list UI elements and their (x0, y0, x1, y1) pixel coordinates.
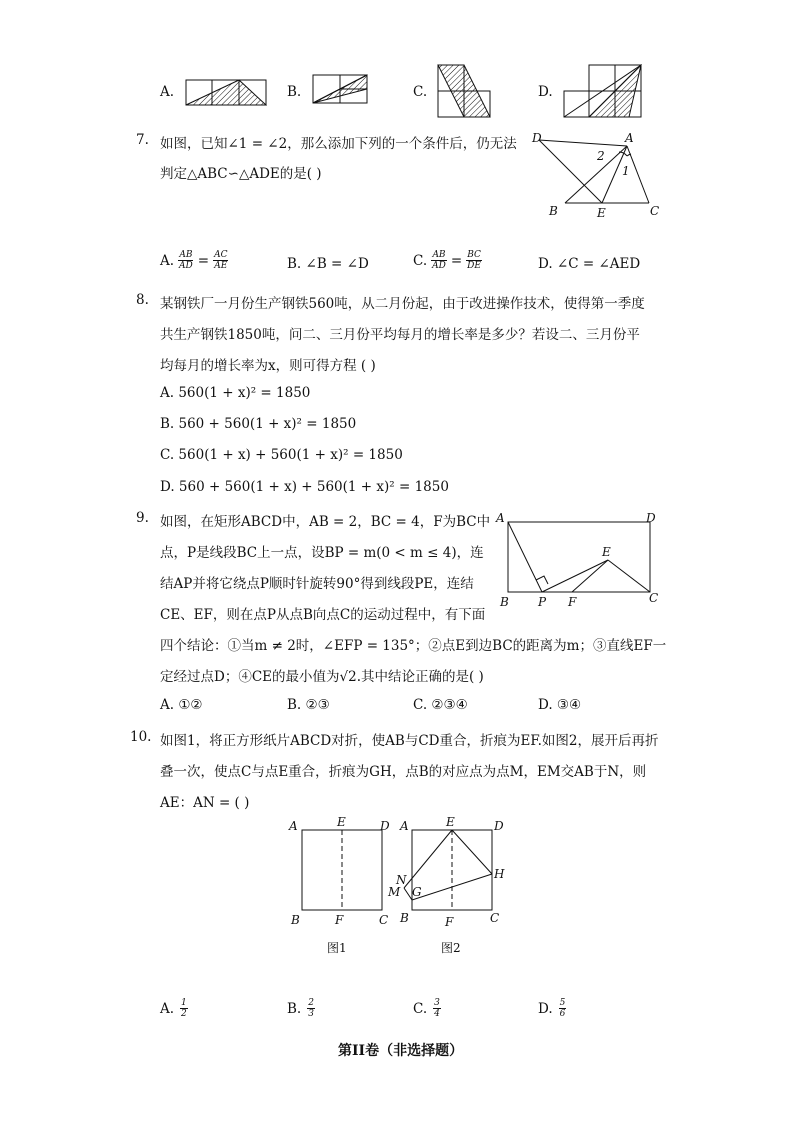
q10-option-d-frac: $\frac{5}{6}$ (559, 998, 566, 1019)
q10-figure-1 (285, 814, 395, 966)
q9-label-f: F (568, 595, 577, 609)
q7-option-c-label: C. (413, 252, 428, 269)
q6-option-d-label: D. (538, 84, 553, 100)
q10-option-b: B. $\frac{2}{3}$ (287, 998, 314, 1019)
q7-option-d: D. ∠C = ∠AED (538, 256, 641, 272)
q9-number: 9. (136, 510, 149, 526)
q7-label-b: B (549, 204, 558, 218)
q6-option-b-figure (312, 74, 370, 110)
q7-option-c-frac2: $\frac{BC}{DE}$ (467, 250, 481, 271)
q7-label-a: A (625, 131, 634, 145)
q10-line-3: AE：AN = ( ) (160, 795, 250, 811)
q10-fig1-label-e: E (337, 815, 346, 829)
q9-figure (494, 510, 664, 616)
q10-fig1-label-b: B (291, 913, 300, 927)
q6-option-b-label: B. (287, 84, 302, 100)
q7-label-c: C (650, 204, 660, 218)
q10-option-c: C. $\frac{3}{4}$ (413, 998, 440, 1019)
q10-fig2-label-c: C (490, 911, 500, 925)
q10-fig2-label-n: N (396, 873, 407, 887)
q10-fig2-label-b: B (400, 911, 409, 925)
q10-fig2-caption: 图2 (441, 941, 461, 955)
q9-option-a: A. ①② (160, 697, 203, 713)
q8-line-1: 某钢铁厂一月份生产钢铁560吨，从二月份起，由于改进操作技术，使得第一季度 (160, 296, 645, 312)
q10-option-b-frac: $\frac{2}{3}$ (308, 998, 314, 1019)
q6-option-c-label: C. (413, 84, 428, 100)
q10-fig2-label-d: D (494, 819, 504, 833)
q7-option-a-label: A. (160, 252, 175, 269)
q10-fig2-label-g: G (412, 885, 422, 899)
q6-option-c-figure (437, 64, 493, 124)
q9-label-c: C (649, 591, 659, 605)
q9-line-2: 点，P是线段BC上一点，设BP = m(0 < m ≤ 4)，连 (160, 545, 484, 561)
q10-option-d: D. $\frac{5}{6}$ (538, 998, 566, 1019)
q9-line-1: 如图，在矩形ABCD中，AB = 2，BC = 4，F为BC中 (160, 514, 491, 530)
q7-option-a-frac1: $\frac{AB}{AD}$ (179, 250, 193, 271)
q8-option-b: B. 560 + 560(1 + x)² = 1850 (160, 416, 357, 432)
q8-option-a: A. 560(1 + x)² = 1850 (160, 385, 311, 401)
q10-option-a-frac: $\frac{1}{2}$ (181, 998, 187, 1019)
q9-label-b: B (500, 595, 509, 609)
q9-line-5: 四个结论：①当m ≠ 2时，∠EFP = 135°；②点E到边BC的距离为m；③直线EF一 (160, 638, 667, 654)
q6-option-d-figure (563, 64, 643, 124)
q7-option-a-frac2: $\frac{AC}{AE}$ (214, 250, 228, 271)
q10-fig1-caption: 图1 (327, 941, 347, 955)
q10-fig2-label-e: E (446, 815, 455, 829)
q9-option-c: C. ②③④ (413, 697, 468, 713)
q6-option-a-figure (185, 79, 267, 111)
q10-number: 10. (130, 729, 152, 745)
q10-fig2-label-m: M (388, 885, 401, 899)
q7-option-b: B. ∠B = ∠D (287, 256, 369, 272)
q6-option-a-label: A. (160, 84, 175, 100)
q10-fig1-label-f: F (335, 913, 344, 927)
q7-option-c-frac1: $\frac{AB}{AD}$ (432, 250, 446, 271)
q8-number: 8. (136, 292, 149, 308)
q7-label-d: D (532, 131, 542, 145)
q9-option-d: D. ③④ (538, 697, 582, 713)
q7-line-2: 判定△ABC∽△ADE的是( ) (160, 166, 322, 182)
q10-line-1: 如图1，将正方形纸片ABCD对折，使AB与CD重合，折痕为EF.如图2，展开后再折 (160, 733, 659, 749)
q9-line-3: 结AP并将它绕点P顺时针旋转90°得到线段PE，连结 (160, 576, 474, 592)
q7-option-c: C. $\frac{AB}{AD}$ = $\frac{BC}{DE}$ (413, 250, 481, 271)
q9-label-e: E (602, 545, 611, 559)
section-title: 第II卷（非选择题） (338, 1043, 464, 1059)
q9-line-4: CE、EF，则在点P从点B向点C的运动过程中，有下面 (160, 607, 486, 623)
q7-label-e: E (597, 206, 606, 220)
q9-option-b: B. ②③ (287, 697, 330, 713)
q10-line-2: 叠一次，使点C与点E重合，折痕为GH，点B的对应点为点M，EM交AB于N，则 (160, 764, 647, 780)
q8-option-c: C. 560(1 + x) + 560(1 + x)² = 1850 (160, 447, 403, 463)
q10-option-c-frac: $\frac{3}{4}$ (434, 998, 440, 1019)
q7-number: 7. (136, 132, 149, 148)
q8-line-2: 共生产钢铁1850吨，问二、三月份平均每月的增长率是多少？若设二、三月份平 (160, 327, 640, 343)
q8-option-d: D. 560 + 560(1 + x) + 560(1 + x)² = 1850 (160, 479, 449, 495)
q10-fig1-label-d: D (380, 819, 390, 833)
q7-option-a: A. $\frac{AB}{AD}$ = $\frac{AC}{AE}$ (160, 250, 228, 271)
q9-label-d: D (646, 511, 656, 525)
q10-fig2-label-h: H (494, 867, 505, 881)
q9-line-6: 定经过点D；④CE的最小值为√2.其中结论正确的是( ) (160, 669, 484, 685)
q7-line-1: 如图，已知∠1 = ∠2，那么添加下列的一个条件后，仍无法 (160, 136, 517, 152)
q10-fig2-label-a: A (400, 819, 409, 833)
q10-fig1-label-a: A (289, 819, 298, 833)
q10-fig2-label-f: F (445, 915, 454, 929)
q9-label-a: A (496, 511, 505, 525)
q8-line-3: 均每月的增长率为x，则可得方程 ( ) (160, 358, 376, 374)
q7-label-2: 2 (597, 149, 605, 163)
q10-figure-2 (386, 814, 516, 966)
q10-fig1-label-c: C (379, 913, 389, 927)
q10-option-a: A. $\frac{1}{2}$ (160, 998, 187, 1019)
q9-label-p: P (538, 595, 547, 609)
q7-figure (527, 128, 667, 227)
q7-label-1: 1 (622, 164, 630, 178)
